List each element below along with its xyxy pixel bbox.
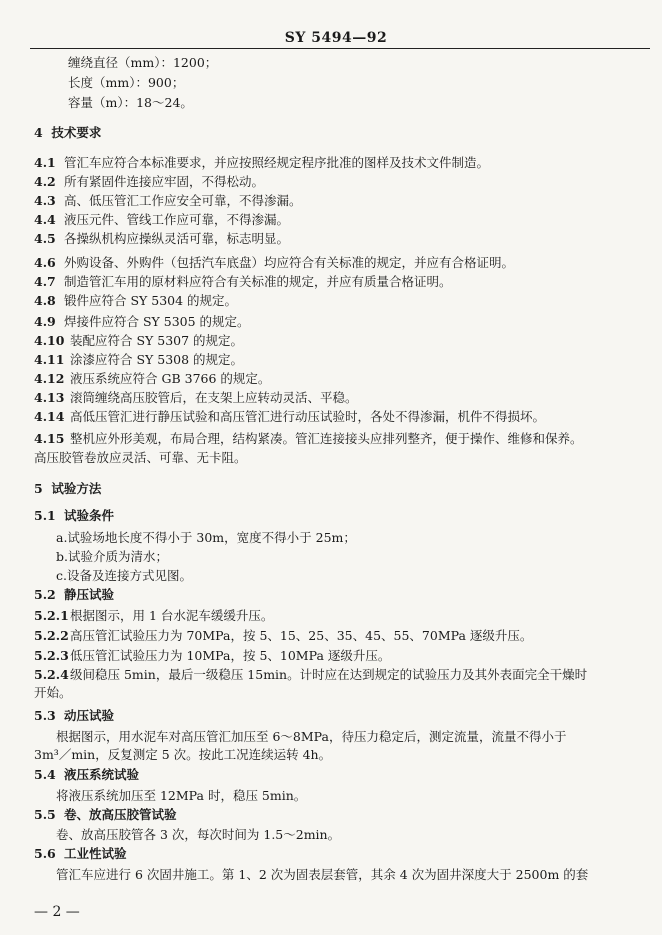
spec-line: 长度（mm）：900； [68, 75, 185, 90]
clause-text: 高、低压管汇工作应安全可靠，不得渗漏。 [64, 193, 302, 208]
clause-text: 各操纵机构应操纵灵活可靠，标志明显。 [64, 231, 290, 246]
section-heading [34, 124, 101, 142]
section-title: 技术要求 [51, 125, 102, 140]
subsection-number: 5.6 [34, 846, 56, 861]
clause-number: 4.8 [34, 293, 56, 308]
clause [34, 154, 489, 172]
section-number: 5 [34, 481, 43, 496]
subsection-title: 液压系统试验 [64, 767, 140, 782]
subsection-title: 卷、放高压胶管试验 [64, 807, 177, 822]
clause-number: 4.2 [34, 174, 56, 189]
clause-number: 4.7 [34, 274, 56, 289]
clause [34, 192, 302, 210]
clause [34, 430, 583, 448]
clause [34, 408, 545, 426]
clause-text: 焊接件应符合 SY 5305 的规定。 [64, 314, 250, 329]
clause-continuation: 高压胶管卷放应灵活、可靠、无卡阻。 [34, 450, 247, 465]
condition-item: a.试验场地长度不得小于 30m，宽度不得小于 25m； [56, 530, 356, 545]
condition-item: c.设备及连接方式见图。 [56, 568, 192, 583]
subsection-title: 工业性试验 [64, 846, 127, 861]
clause-text: 所有紧固件连接应牢固，不得松动。 [64, 174, 265, 189]
clause-text: 高低压管汇进行静压试验和高压管汇进行动压试验时，各处不得渗漏，机件不得损坏。 [70, 409, 546, 424]
clause [34, 389, 358, 407]
clause-text: 管汇车应符合本标准要求，并应按照经规定程序批准的图样及技术文件制造。 [64, 155, 490, 170]
subsection-heading [34, 707, 114, 725]
spec-line: 缠绕直径（mm）：1200； [68, 55, 218, 70]
subsection-title: 试验条件 [64, 508, 115, 523]
clause-number: 4.6 [34, 255, 56, 270]
clause-text: 滚筒缠绕高压胶管后，在支架上应转动灵活、平稳。 [70, 390, 358, 405]
subsection-number: 5.2 [34, 587, 56, 602]
section-title: 试验方法 [51, 481, 102, 496]
clause [34, 173, 264, 191]
subsection-heading [34, 806, 177, 824]
clause-text: 根据图示，用 1 台水泥车缓缓升压。 [70, 608, 274, 623]
clause-number: 4.15 [34, 431, 65, 446]
clause [34, 647, 390, 665]
clause [34, 254, 514, 272]
page-number: — 2 — [34, 904, 80, 920]
page-header: SY 5494—92 [284, 30, 388, 46]
clause-number: 4.10 [34, 333, 65, 348]
header-rule [30, 48, 650, 49]
subsection-number: 5.3 [34, 708, 56, 723]
clause-number: 4.4 [34, 212, 56, 227]
clause-number: 5.2.1 [34, 608, 69, 623]
clause-number: 4.3 [34, 193, 56, 208]
clause-number: 5.2.3 [34, 648, 69, 663]
subsection-heading [34, 507, 114, 525]
clause-text: 级间稳压 5min，最后一级稳压 15min。计时应在达到规定的试验压力及其外表面完全干燥时 [70, 667, 588, 682]
clause-text: 外购设备、外购件（包括汽车底盘）均应符合有关标准的规定，并应有合格证明。 [64, 255, 515, 270]
subsection-heading [34, 586, 114, 604]
paragraph-line: 3m³／min，反复测定 5 次。按此工况连续运转 4h。 [34, 747, 332, 762]
paragraph-line: 将液压系统加压至 12MPa 时，稳压 5min。 [56, 788, 307, 803]
paragraph-line: 根据图示，用水泥车对高压管汇加压至 6～8MPa，待压力稳定后，测定流量，流量不得小于 [56, 729, 567, 744]
clause-text: 制造管汇车用的原材料应符合有关标准的规定，并应有质量合格证明。 [64, 274, 452, 289]
spec-line: 容量（m）：18～24。 [68, 95, 193, 110]
clause-text: 液压元件、管线工作应可靠，不得渗漏。 [64, 212, 290, 227]
clause-number: 4.1 [34, 155, 56, 170]
condition-item: b.试验介质为清水； [56, 549, 168, 564]
section-heading [34, 480, 101, 498]
clause-text: 高压管汇试验压力为 70MPa，按 5、15、25、35、45、55、70MPa 逐级升压。 [70, 628, 533, 643]
clause [34, 627, 532, 645]
subsection-number: 5.4 [34, 767, 56, 782]
clause-number: 4.9 [34, 314, 56, 329]
clause-text: 整机应外形美观，布局合理，结构紧凑。管汇连接接头应排列整齐，便于操作、维修和保养。 [70, 431, 583, 446]
clause [34, 292, 237, 310]
subsection-number: 5.1 [34, 508, 56, 523]
clause-number: 5.2.2 [34, 628, 69, 643]
clause-number: 4.13 [34, 390, 65, 405]
paragraph-line: 卷、放高压胶管各 3 次，每次时间为 1.5～2min。 [56, 827, 341, 842]
clause-text: 液压系统应符合 GB 3766 的规定。 [70, 371, 271, 386]
subsection-title: 静压试验 [64, 587, 115, 602]
clause [34, 607, 273, 625]
clause-number: 5.2.4 [34, 667, 69, 682]
clause [34, 230, 289, 248]
clause [34, 370, 270, 388]
clause [34, 666, 587, 684]
paragraph-line: 管汇车应进行 6 次固井施工。第 1、2 次为固表层套管，其余 4 次为固井深度大于 2500m 的套 [56, 867, 589, 882]
clause-number: 4.5 [34, 231, 56, 246]
subsection-title: 动压试验 [64, 708, 115, 723]
subsection-heading [34, 766, 139, 784]
clause-text: 涂漆应符合 SY 5308 的规定。 [70, 352, 244, 367]
clause-number: 4.12 [34, 371, 65, 386]
clause [34, 273, 452, 291]
clause [34, 211, 289, 229]
subsection-heading [34, 845, 127, 863]
section-number: 4 [34, 125, 43, 140]
clause-number: 4.11 [34, 352, 65, 367]
clause [34, 351, 243, 369]
clause-text: 装配应符合 SY 5307 的规定。 [70, 333, 244, 348]
subsection-number: 5.5 [34, 807, 56, 822]
clause-text: 锻件应符合 SY 5304 的规定。 [64, 293, 238, 308]
clause-text: 低压管汇试验压力为 10MPa，按 5、10MPa 逐级升压。 [70, 648, 391, 663]
clause-continuation: 开始。 [34, 685, 72, 700]
clause [34, 332, 243, 350]
clause-number: 4.14 [34, 409, 65, 424]
clause [34, 313, 250, 331]
